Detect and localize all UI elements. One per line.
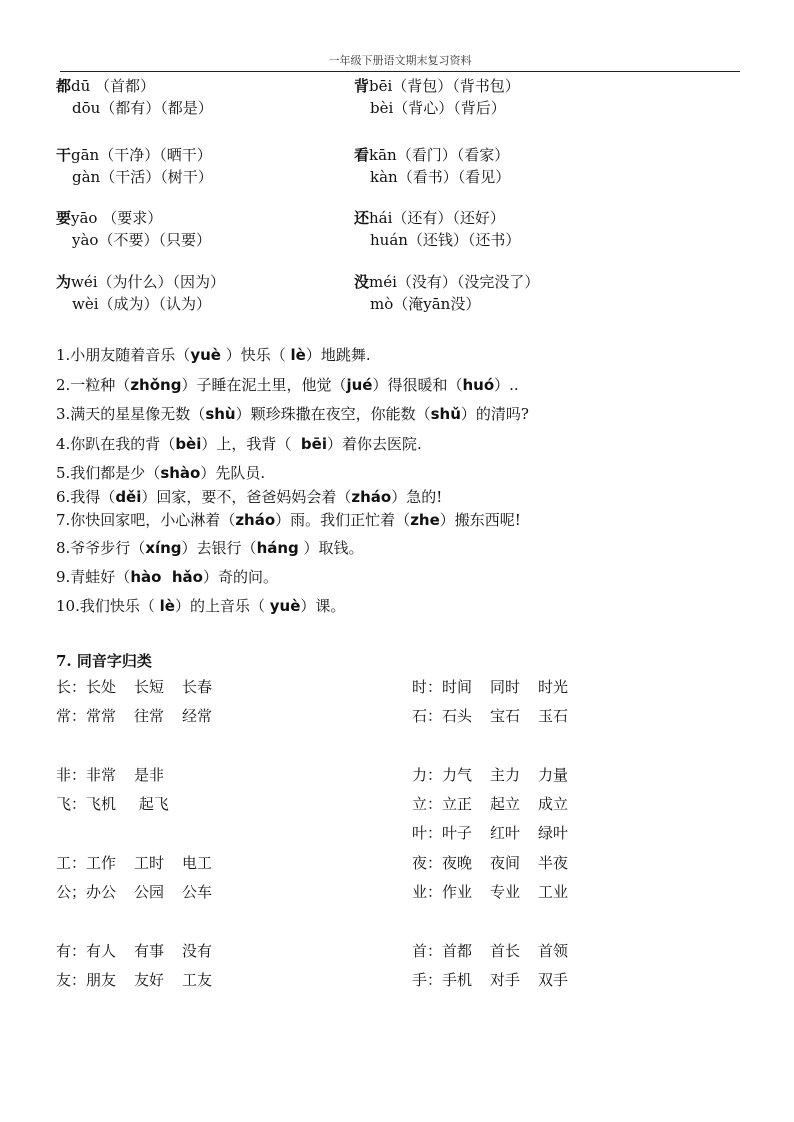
- polyphone-reading-2: huán（还钱）（还书）: [370, 231, 521, 249]
- polyphone-char: 为: [56, 273, 72, 291]
- polyphone-block-bei: [354, 75, 694, 119]
- polyphone-reading-1: hái（还有）（还好）: [369, 209, 505, 227]
- polyphone-reading-2: wèi（成为）（认为）: [72, 295, 212, 313]
- polyphone-reading-1: méi（没有）（没完没了）: [369, 273, 540, 291]
- polyphone-block-wei: [56, 271, 396, 315]
- section-title: 7. 同音字归类: [56, 652, 152, 670]
- sentence-5: 5.我们都是少（shào）先队员.: [56, 464, 266, 482]
- homophone-group: 工：工作 工时 电工: [56, 854, 213, 872]
- sentence-1: 1.小朋友随着音乐（yuè ）快乐（ lè）地跳舞.: [56, 346, 371, 364]
- sentence-3: 3.满天的星星像无数（shù）颗珍珠撒在夜空，你能数（shǔ）的清吗?: [56, 405, 529, 423]
- sentence-6: 6.我得（děi）回家，要不，爸爸妈妈会着（zháo）急的!: [56, 488, 443, 506]
- polyphone-reading-2: mò（淹yān没）: [370, 295, 481, 313]
- polyphone-reading-2: yào（不要）（只要）: [72, 231, 211, 249]
- polyphone-reading-2: bèi（背心）（背后）: [370, 99, 506, 117]
- polyphone-block-huan: [354, 207, 694, 251]
- polyphone-block-mei: [354, 271, 694, 315]
- polyphone-char: 看: [354, 146, 370, 164]
- homophone-group: 夜：夜晚 夜间 半夜: [412, 854, 569, 872]
- polyphone-reading-2: dōu（都有）（都是）: [72, 99, 213, 117]
- homophone-group: 叶：叶子 红叶 绿叶: [412, 824, 569, 842]
- homophone-group: 飞：飞机 起飞: [56, 795, 169, 813]
- homophone-group: 非：非常 是非: [56, 766, 165, 784]
- polyphone-block-du: [56, 75, 396, 119]
- polyphone-char: 干: [56, 146, 72, 164]
- homophone-group: 立：立正 起立 成立: [412, 795, 569, 813]
- polyphone-reading-1: gān（干净）（晒干）: [71, 146, 212, 164]
- polyphone-char: 要: [56, 209, 72, 227]
- polyphone-reading-1: dū （首都）: [71, 77, 156, 95]
- homophone-group: 石：石头 宝石 玉石: [412, 707, 569, 725]
- homophone-group: 长：长处 长短 长春: [56, 678, 213, 696]
- sentence-4: 4.你趴在我的背（bèi）上，我背（ bēi）着你去医院.: [56, 435, 422, 453]
- polyphone-char: 还: [354, 209, 370, 227]
- homophone-group: 手：手机 对手 双手: [412, 971, 569, 989]
- homophone-group: 有：有人 有事 没有: [56, 942, 213, 960]
- homophone-group: 力：力气 主力 力量: [412, 766, 569, 784]
- polyphone-char: 没: [354, 273, 370, 291]
- homophone-group: 首：首都 首长 首领: [412, 942, 569, 960]
- polyphone-char: 背: [354, 77, 370, 95]
- polyphone-block-gan: [56, 144, 396, 188]
- polyphone-reading-1: yāo （要求）: [71, 209, 163, 227]
- homophone-group: 友：朋友 友好 工友: [56, 971, 213, 989]
- polyphone-block-kan: [354, 144, 694, 188]
- homophone-group: 业：作业 专业 工业: [412, 883, 569, 901]
- homophone-group: 常：常常 往常 经常: [56, 707, 213, 725]
- polyphone-char: 都: [56, 77, 72, 95]
- polyphone-reading-1: bēi（背包）（背书包）: [369, 77, 520, 95]
- sentence-9: 9.青蛙好（hào hǎo）奇的问。: [56, 568, 278, 586]
- sentence-8: 8.爷爷步行（xíng）去银行（háng ）取钱。: [56, 539, 364, 557]
- polyphone-block-yao: [56, 207, 396, 251]
- homophone-group: 公；办公 公园 公车: [56, 883, 213, 901]
- sentence-10: 10.我们快乐（ lè）的上音乐（ yuè）课。: [56, 597, 346, 615]
- header-divider: [60, 71, 740, 72]
- sentence-7: 7.你快回家吧，小心淋着（zháo）雨。我们正忙着（zhe）搬东西呢!: [56, 511, 521, 529]
- polyphone-reading-1: wéi（为什么）（因为）: [71, 273, 226, 291]
- polyphone-reading-1: kān（看门）（看家）: [369, 146, 510, 164]
- polyphone-reading-2: gàn（干活）（树干）: [72, 168, 213, 186]
- homophone-group: 时：时间 同时 时光: [412, 678, 569, 696]
- polyphone-reading-2: kàn（看书）（看见）: [370, 168, 511, 186]
- sentence-2: 2.一粒种（zhǒng）子睡在泥土里，他觉（jué）得很暖和（huó）..: [56, 376, 519, 394]
- page-header: 一年级下册语文期末复习资料: [328, 54, 472, 67]
